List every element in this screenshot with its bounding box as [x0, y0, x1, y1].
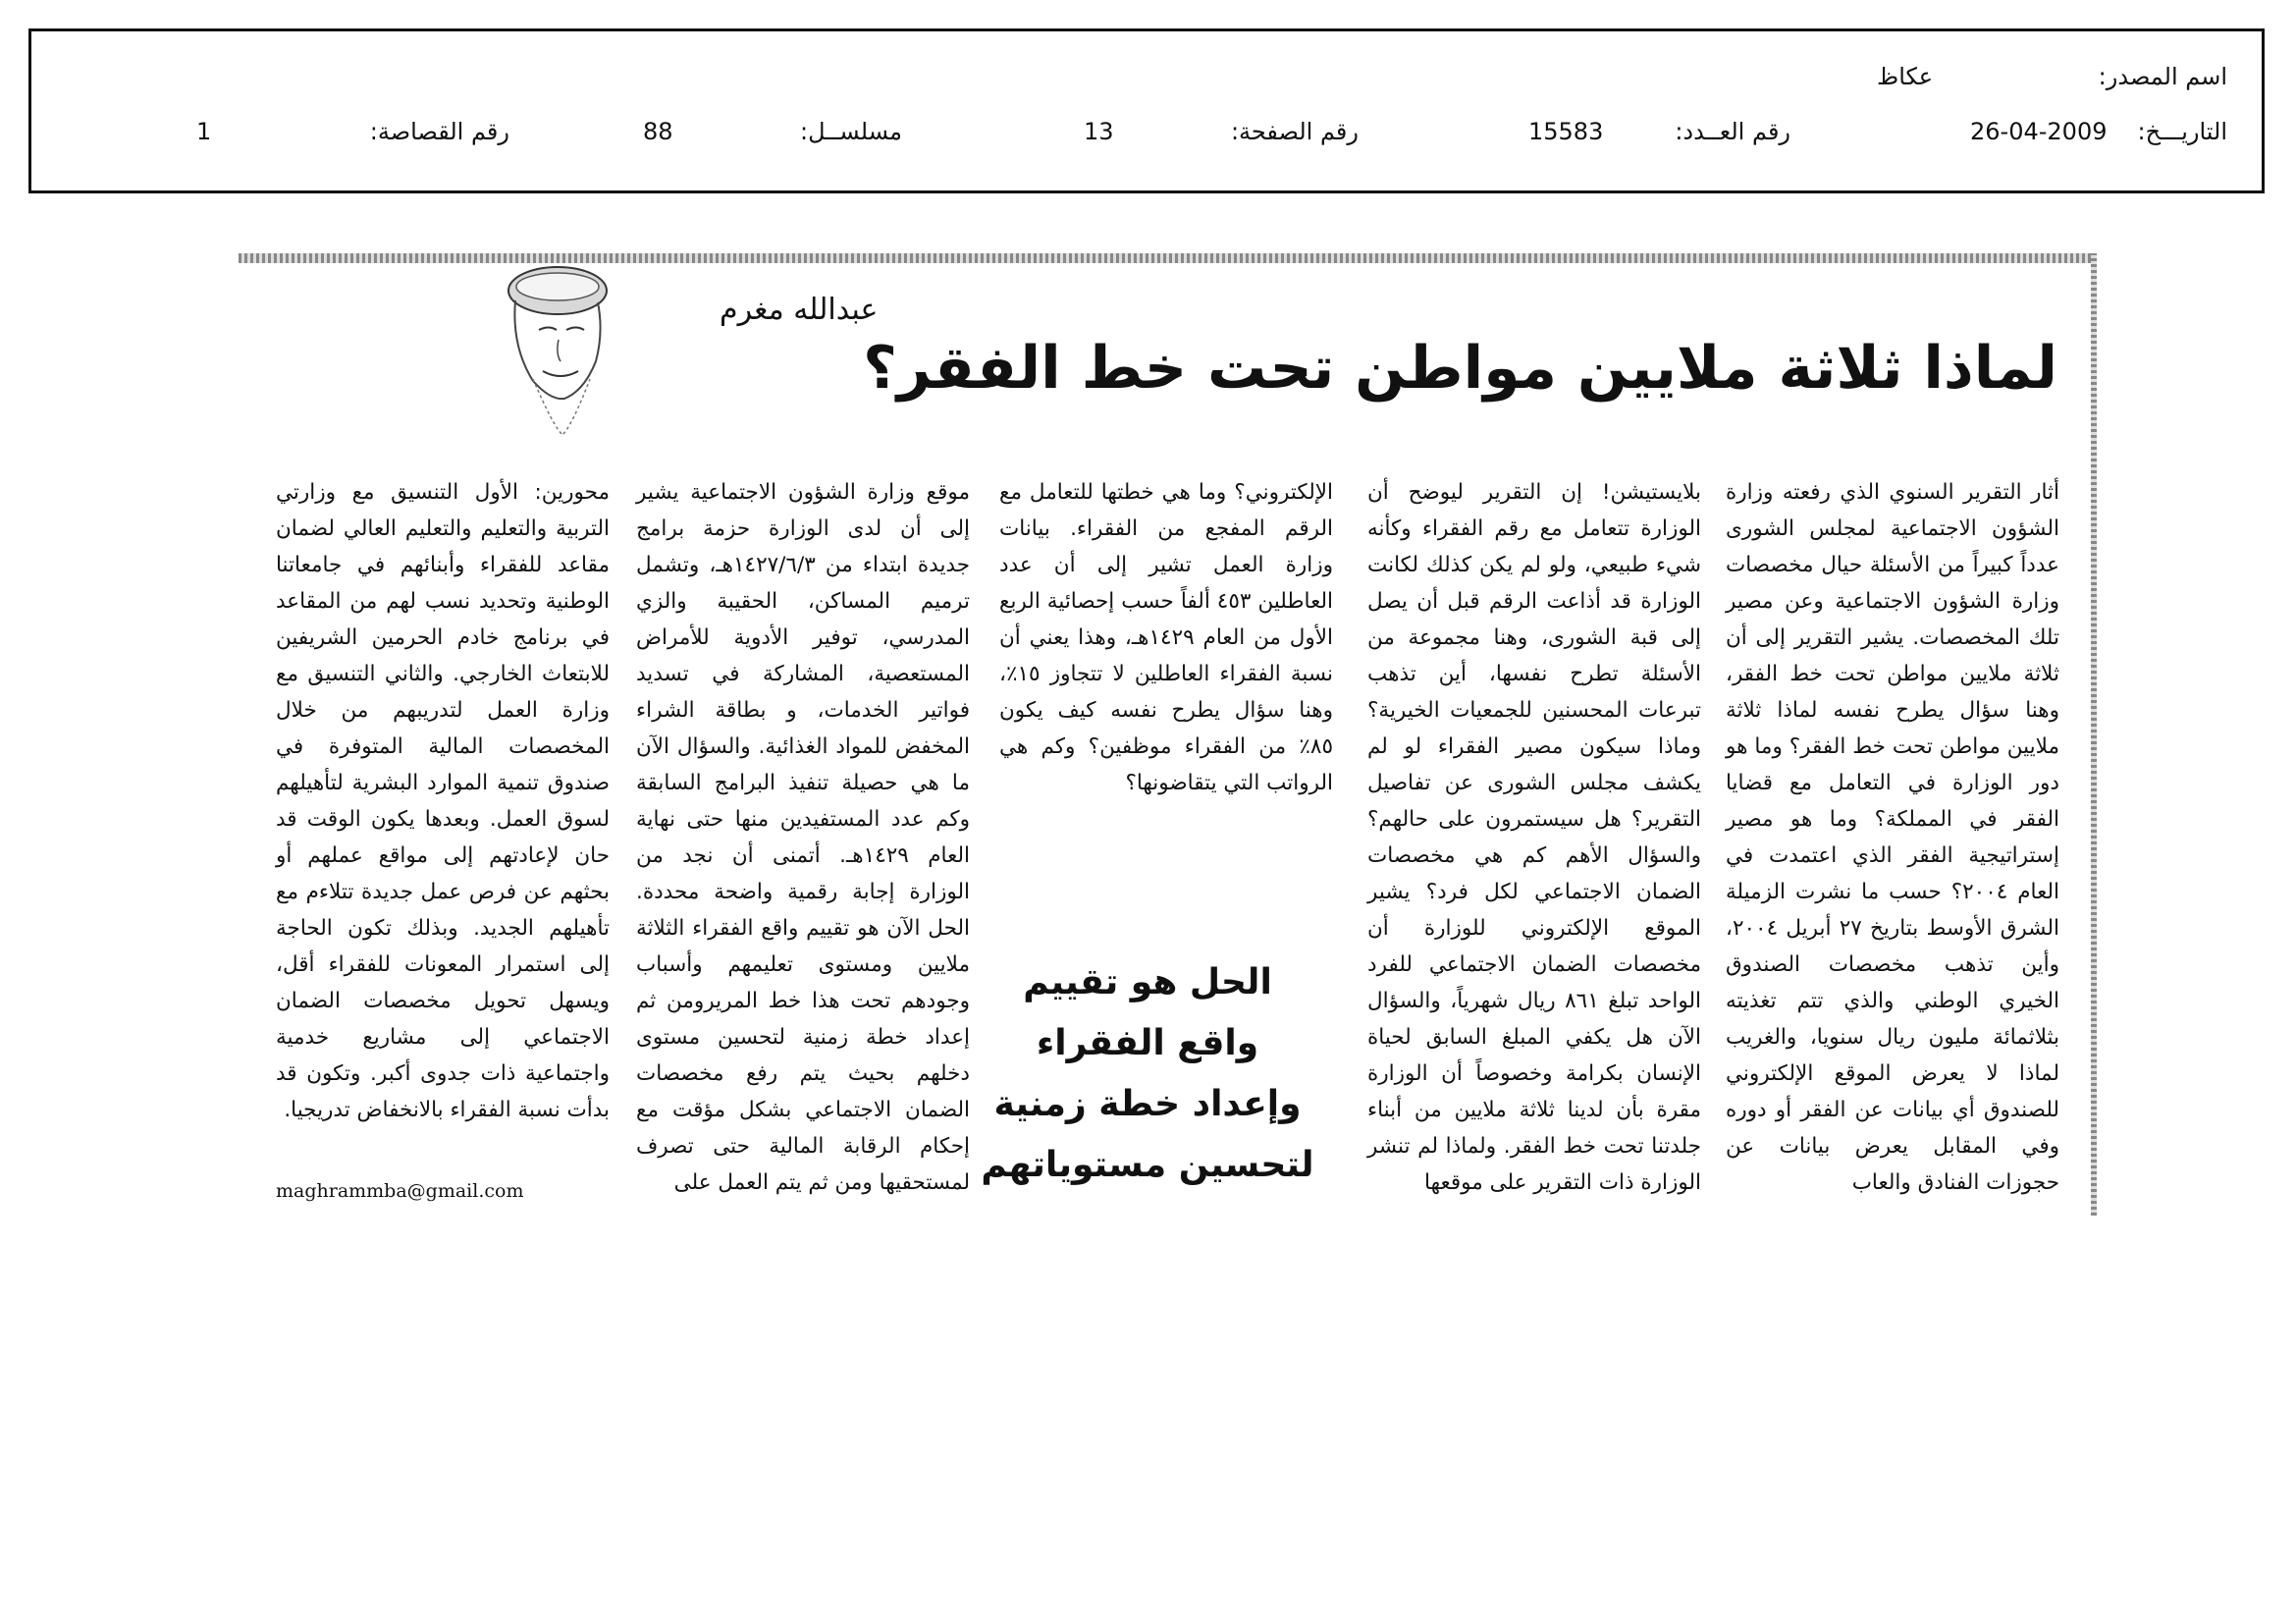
article-column-3 [999, 474, 1333, 801]
clip-number-value: 1 [196, 118, 212, 145]
article-column-1 [1726, 474, 2059, 1201]
column-text: الإلكتروني؟ وما هي خطتها للتعامل مع الرقم المفجع من الفقراء. بيانات وزارة العمل تشير إلى أن عدد العاطلين ٤٥٣ ألفاً حسب إحصائية الربع الأول من العام ١٤٢٩هـ، وهذا يعني أن نسبة الفقراء العاطلين لا تتجاوز ١٥٪، وهنا سؤال يطرح نفسه كيف يكون ٨٥٪ من الفقراء موظفين؟ وكم هي الرواتب التي يتقاضونها؟ [999, 480, 1333, 795]
newspaper-clipping [239, 253, 2097, 1216]
author-name: عبدالله مغرم [720, 293, 879, 327]
page-value: 13 [1084, 118, 1114, 145]
page-label: رقم الصفحة: [1230, 118, 1359, 145]
issue-label: رقم العــدد: [1675, 118, 1790, 145]
pull-quote: الحل هو تقييم واقع الفقراء وإعداد خطة زمنية لتحسين مستوياتهم [981, 962, 1314, 1185]
article-column-4 [636, 474, 970, 1201]
clip-right-border [2091, 253, 2097, 1216]
serial-value: 88 [643, 118, 673, 145]
headline: لماذا ثلاثة ملايين مواطن تحت خط الفقر؟ [863, 334, 2057, 403]
author-portrait-icon [494, 253, 621, 440]
clip-number-label: رقم القصاصة: [369, 118, 509, 145]
clipping-header [28, 28, 2265, 193]
column-text: أثار التقرير السنوي الذي رفعته وزارة الشؤون الاجتماعية لمجلس الشورى عدداً كبيراً من الأسئلة حيال مخصصات وزارة الشؤون الاجتماعية وعن مصير تلك المخصصات. يشير التقرير إلى أن ثلاثة ملايين مواطن تحت خط الفقر، وهنا سؤال يطرح نفسه لماذا ثلاثة ملايين مواطن تحت خط الفقر؟ وما هو دور الوزارة في التعامل مع قضايا الفقر في المملكة؟ وما هو مصير إستراتيجية الفقر الذي اعتمدت في العام ٢٠٠٤؟ حسب ما نشرت الزميلة الشرق الأوسط بتاريخ ٢٧ أبريل ٢٠٠٤، وأين تذهب مخصصات الصندوق الخيري الوطني والذي تتم تغذيته بثلاثمائة مليون ريال سنويا، والغريب لماذا لا يعرض الموقع الإلكتروني للصندوق أي بيانات عن الفقر أو دوره وفي المقابل يعرض بيانات عن حجوزات الفنادق والعاب [1726, 480, 2060, 1195]
author-email: maghrammba@gmail.com [276, 1180, 524, 1202]
source-label: اسم المصدر: [2098, 63, 2227, 90]
column-text: محورين: الأول التنسيق مع وزارتي التربية والتعليم والتعليم العالي لضمان مقاعد للفقراء وأبنائهم في جامعاتنا الوطنية وتحديد نسب لهم من المقاعد في برنامج خادم الحرمين الشريفين للابتعاث الخارجي. والثاني التنسيق مع وزارة العمل لتدريبهم من خلال المخصصات المالية المتوفرة في صندوق تنمية الموارد البشرية لتأهيلهم لسوق العمل. وبعدها يكون الوقت قد حان لإعادتهم إلى مواقع عملهم أو بحثهم عن فرص عمل جديدة تتلاءم مع تأهيلهم الجديد. وبذلك تكون الحاجة إلى استمرار المعونات للفقراء أقل، ويسهل تحويل مخصصات الضمان الاجتماعي إلى مشاريع خدمية واجتماعية ذات جدوى أكبر. وتكون قد بدأت نسبة الفقراء بالانخفاض تدريجيا. [276, 480, 610, 1122]
date-value: 26-04-2009 [1970, 118, 2108, 145]
source-value: عكاظ [1877, 63, 1934, 90]
article-column-2 [1367, 474, 1701, 1201]
column-text: موقع وزارة الشؤون الاجتماعية يشير إلى أن لدى الوزارة حزمة برامج جديدة ابتداء من ١٤٢٧/٦/٣هـ، وتشمل ترميم المساكن، الحقيبة والزي المدرسي، توفير الأدوية للأمراض المستعصية، المشاركة في تسديد فواتير الخدمات، و بطاقة الشراء المخفض للمواد الغذائية. والسؤال الآن ما هي حصيلة تنفيذ البرامج السابقة وكم عدد المستفيدين منها حتى نهاية العام ١٤٢٩هـ. أتمنى أن نجد من الوزارة إجابة رقمية واضحة محددة. الحل الآن هو تقييم واقع الفقراء الثلاثة ملايين ومستوى تعليمهم وأسباب وجودهم تحت هذا خط المريرومن ثم إعداد خطة زمنية لتحسين مستوى دخلهم بحيث يتم رفع مخصصات الضمان الاجتماعي بشكل مؤقت مع إحكام الرقابة المالية حتى تصرف لمستحقيها ومن ثم يتم العمل على [636, 480, 970, 1195]
serial-label: مسلســل: [800, 118, 902, 145]
column-text: بلايستيشن! إن التقرير ليوضح أن الوزارة تتعامل مع رقم الفقراء وكأنه شيء طبيعي، ولو لم يكن كذلك لكانت الوزارة قد أذاعت الرقم قبل أن يصل إلى قبة الشورى، وهنا مجموعة من الأسئلة تطرح نفسها، أين تذهب تبرعات المحسنين للجمعيات الخيرية؟ وماذا سيكون مصير الفقراء لو لم يكشف مجلس الشورى عن تفاصيل التقرير؟ هل سيستمرون على حالهم؟ والسؤال الأهم كم هي مخصصات الضمان الاجتماعي لكل فرد؟ يشير الموقع الإلكتروني للوزارة أن مخصصات الضمان الاجتماعي للفرد الواحد تبلغ ٨٦١ ريال شهرياً، والسؤال الآن هل يكفي المبلغ السابق لحياة الإنسان بكرامة وخصوصاً أن الوزارة مقرة بأن لدينا ثلاثة ملايين من أبناء جلدتنا تحت خط الفقر. ولماذا لم تنشر الوزارة ذات التقرير على موقعها [1367, 480, 1701, 1195]
issue-value: 15583 [1528, 118, 1604, 145]
date-label: التاريـــخ: [2137, 118, 2227, 145]
article-column-5 [276, 474, 610, 1128]
